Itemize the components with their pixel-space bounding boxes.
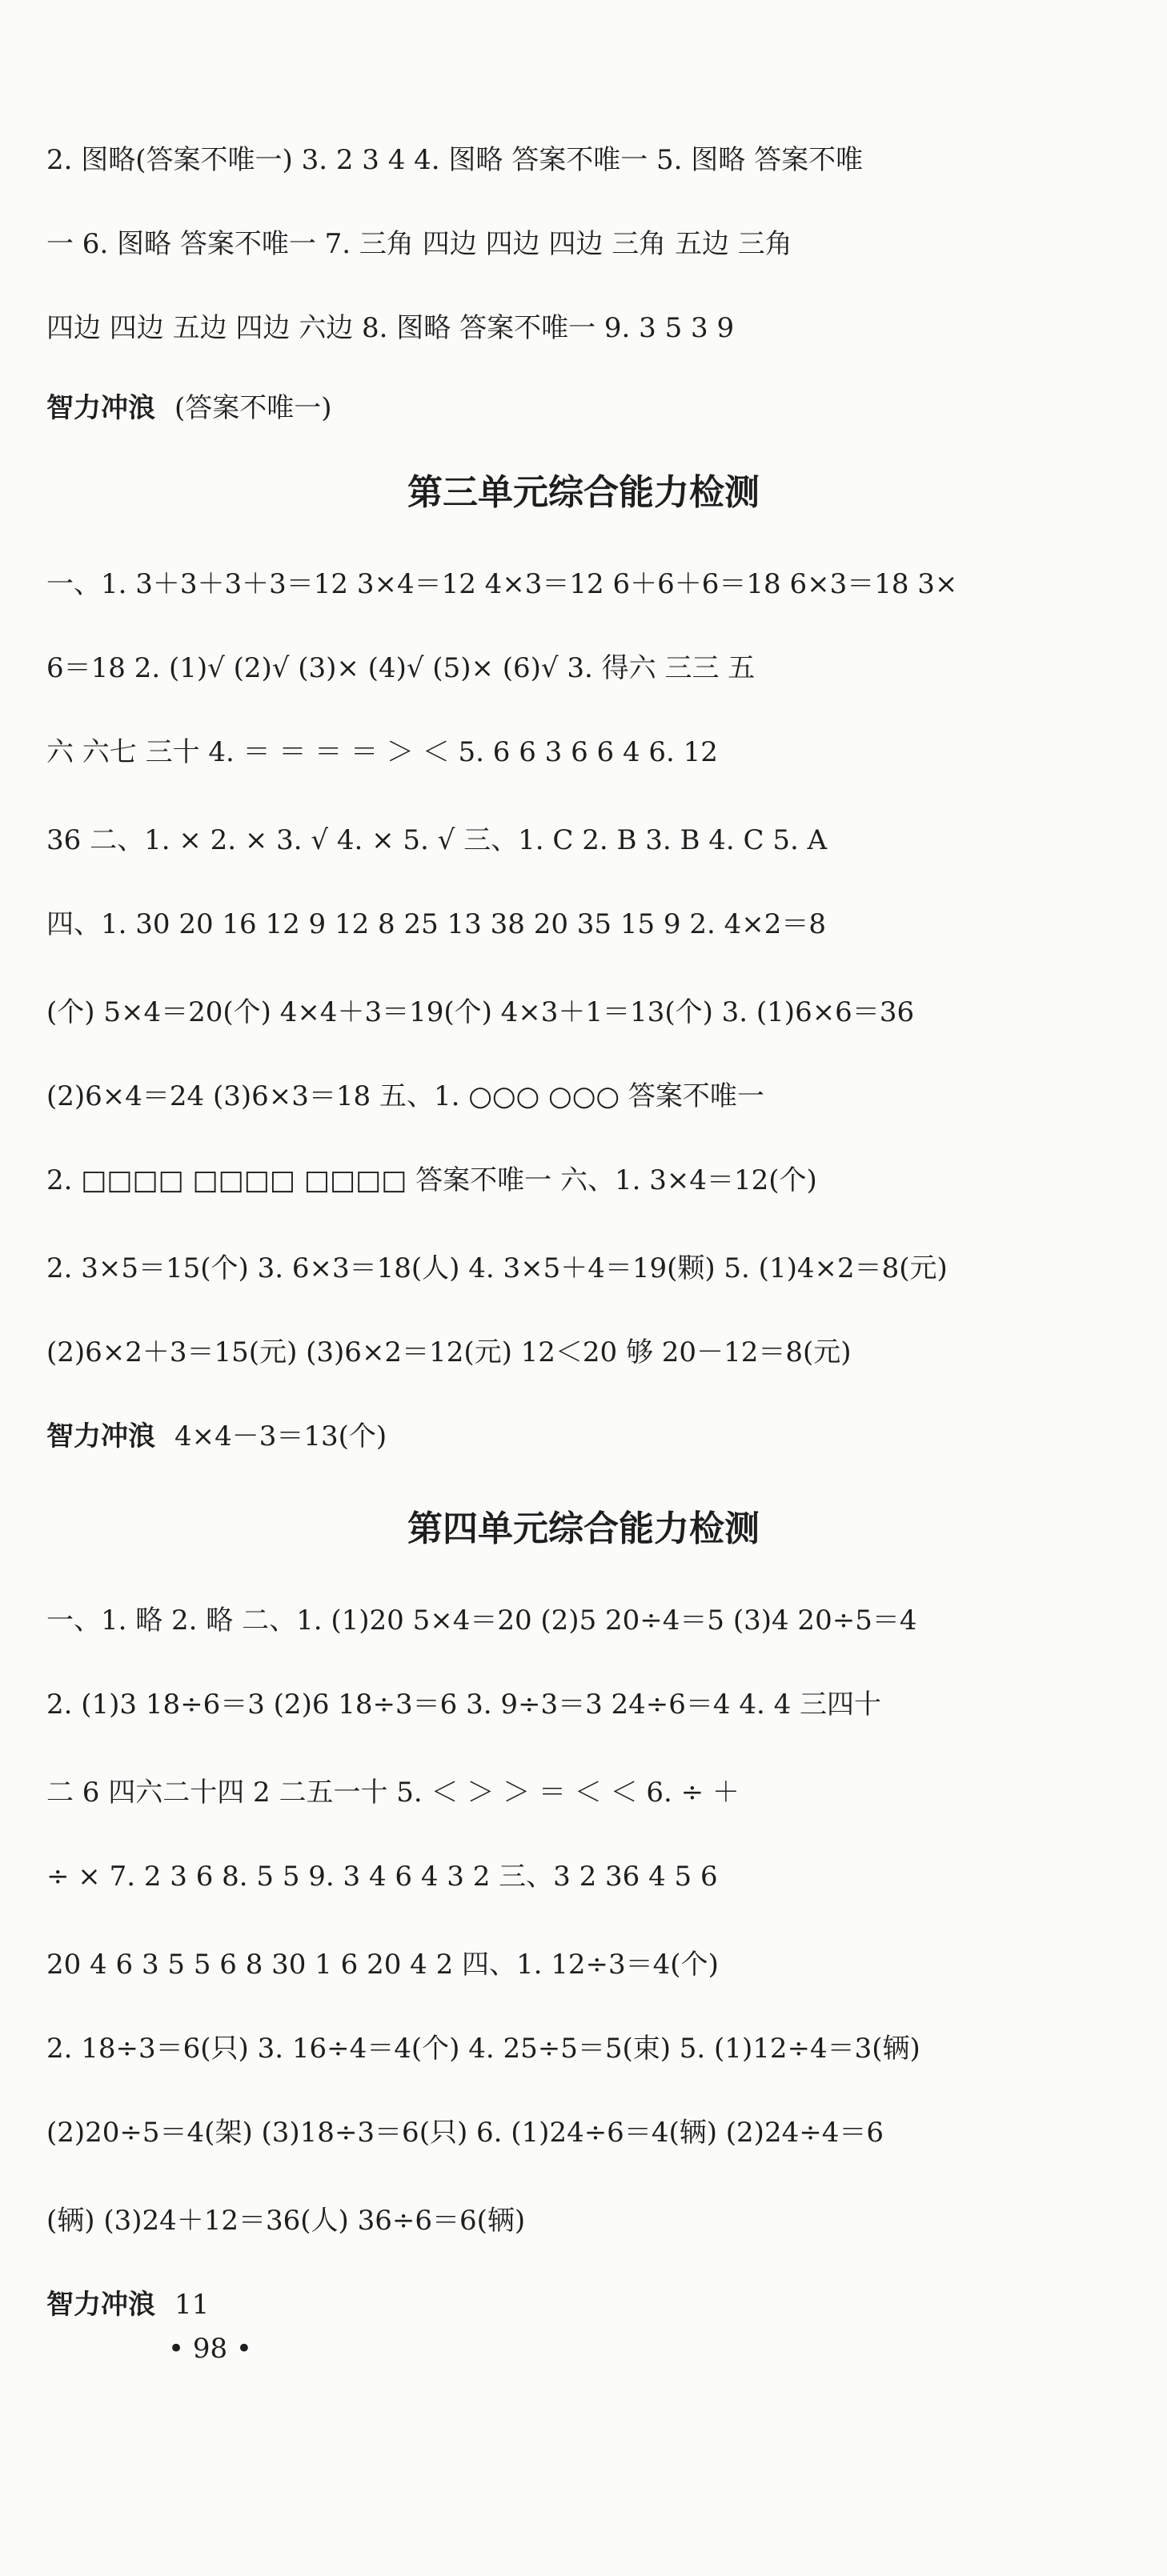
- answer-line: (2)20÷5＝4(架) (3)18÷3＝6(只) 6. (1)24÷6＝4(辆) (2)24÷4＝6: [46, 2117, 884, 2149]
- page-number: • 98 •: [168, 2333, 252, 2365]
- answer-line: 36 二、1. × 2. × 3. √ 4. × 5. √ 三、1. C 2. B 3. B 4. C 5. A: [46, 824, 828, 856]
- bonus-answer: (答案不唯一): [174, 392, 332, 424]
- answer-line: ÷ × 7. 2 3 6 8. 5 5 9. 3 4 6 4 3 2 三、3 2 36 4 5 6: [46, 1861, 718, 1893]
- answer-line: (2)6×2＋3＝15(元) (3)6×2＝12(元) 12＜20 够 20－12＝8(元): [46, 1336, 852, 1368]
- answer-line: 二 6 四六二十四 2 二五一十 5. ＜ ＞ ＞ ＝ ＜ ＜ 6. ÷ ＋: [46, 1777, 740, 1809]
- bonus-line: [46, 392, 1047, 424]
- bonus-label: 智力冲浪: [46, 392, 155, 424]
- answer-line: 六 六七 三十 4. ＝ ＝ ＝ ＝ ＞ ＜ 5. 6 6 3 6 6 4 6. 12: [46, 736, 718, 768]
- answer-line: 20 4 6 3 5 5 6 8 30 1 6 20 4 2 四、1. 12÷3＝4(个): [46, 1949, 719, 1981]
- bonus-answer: 4×4－3＝13(个): [174, 1420, 387, 1452]
- bonus-line: [46, 2289, 1047, 2321]
- bonus-label: 智力冲浪: [46, 2289, 155, 2321]
- answer-line: 2. 3×5＝15(个) 3. 6×3＝18(人) 4. 3×5＋4＝19(颗) 5. (1)4×2＝8(元): [46, 1252, 948, 1284]
- answer-line: 6＝18 2. (1)√ (2)√ (3)× (4)√ (5)× (6)√ 3. 得六 三三 五: [46, 652, 756, 684]
- answer-line: 一、1. 3＋3＋3＋3＝12 3×4＝12 4×3＝12 6＋6＋6＝18 6×3＝18 3×: [46, 568, 958, 600]
- section-title: 第三单元综合能力检测: [407, 472, 760, 513]
- answer-line: 四边 四边 五边 四边 六边 8. 图略 答案不唯一 9. 3 5 3 9: [46, 312, 735, 344]
- answer-line: 一 6. 图略 答案不唯一 7. 三角 四边 四边 四边 三角 五边 三角: [46, 228, 792, 260]
- answer-line: (辆) (3)24＋12＝36(人) 36÷6＝6(辆): [46, 2205, 526, 2237]
- section-title: 第四单元综合能力检测: [407, 1508, 760, 1549]
- bonus-label: 智力冲浪: [46, 1420, 155, 1452]
- answer-line: 2. 18÷3＝6(只) 3. 16÷4＝4(个) 4. 25÷5＝5(束) 5. (1)12÷4＝3(辆): [46, 2033, 920, 2065]
- answer-line: 2. 图略(答案不唯一) 3. 2 3 4 4. 图略 答案不唯一 5. 图略 答案不唯: [46, 144, 864, 176]
- answer-line: 一、1. 略 2. 略 二、1. (1)20 5×4＝20 (2)5 20÷4＝5 (3)4 20÷5＝4: [46, 1604, 917, 1637]
- answer-line: (个) 5×4＝20(个) 4×4＋3＝19(个) 4×3＋1＝13(个) 3. (1)6×6＝36: [46, 996, 915, 1028]
- answer-line: 2. □□□□ □□□□ □□□□ 答案不唯一 六、1. 3×4＝12(个): [46, 1164, 817, 1196]
- answer-line: 2. (1)3 18÷6＝3 (2)6 18÷3＝6 3. 9÷3＝3 24÷6＝4 4. 4 三四十: [46, 1689, 882, 1721]
- bonus-answer: 11: [174, 2289, 210, 2321]
- answer-line: 四、1. 30 20 16 12 9 12 8 25 13 38 20 35 15 9 2. 4×2＝8: [46, 908, 826, 940]
- bonus-line: [46, 1420, 1047, 1452]
- answer-line: (2)6×4＝24 (3)6×3＝18 五、1. ○○○ ○○○ 答案不唯一: [46, 1080, 764, 1112]
